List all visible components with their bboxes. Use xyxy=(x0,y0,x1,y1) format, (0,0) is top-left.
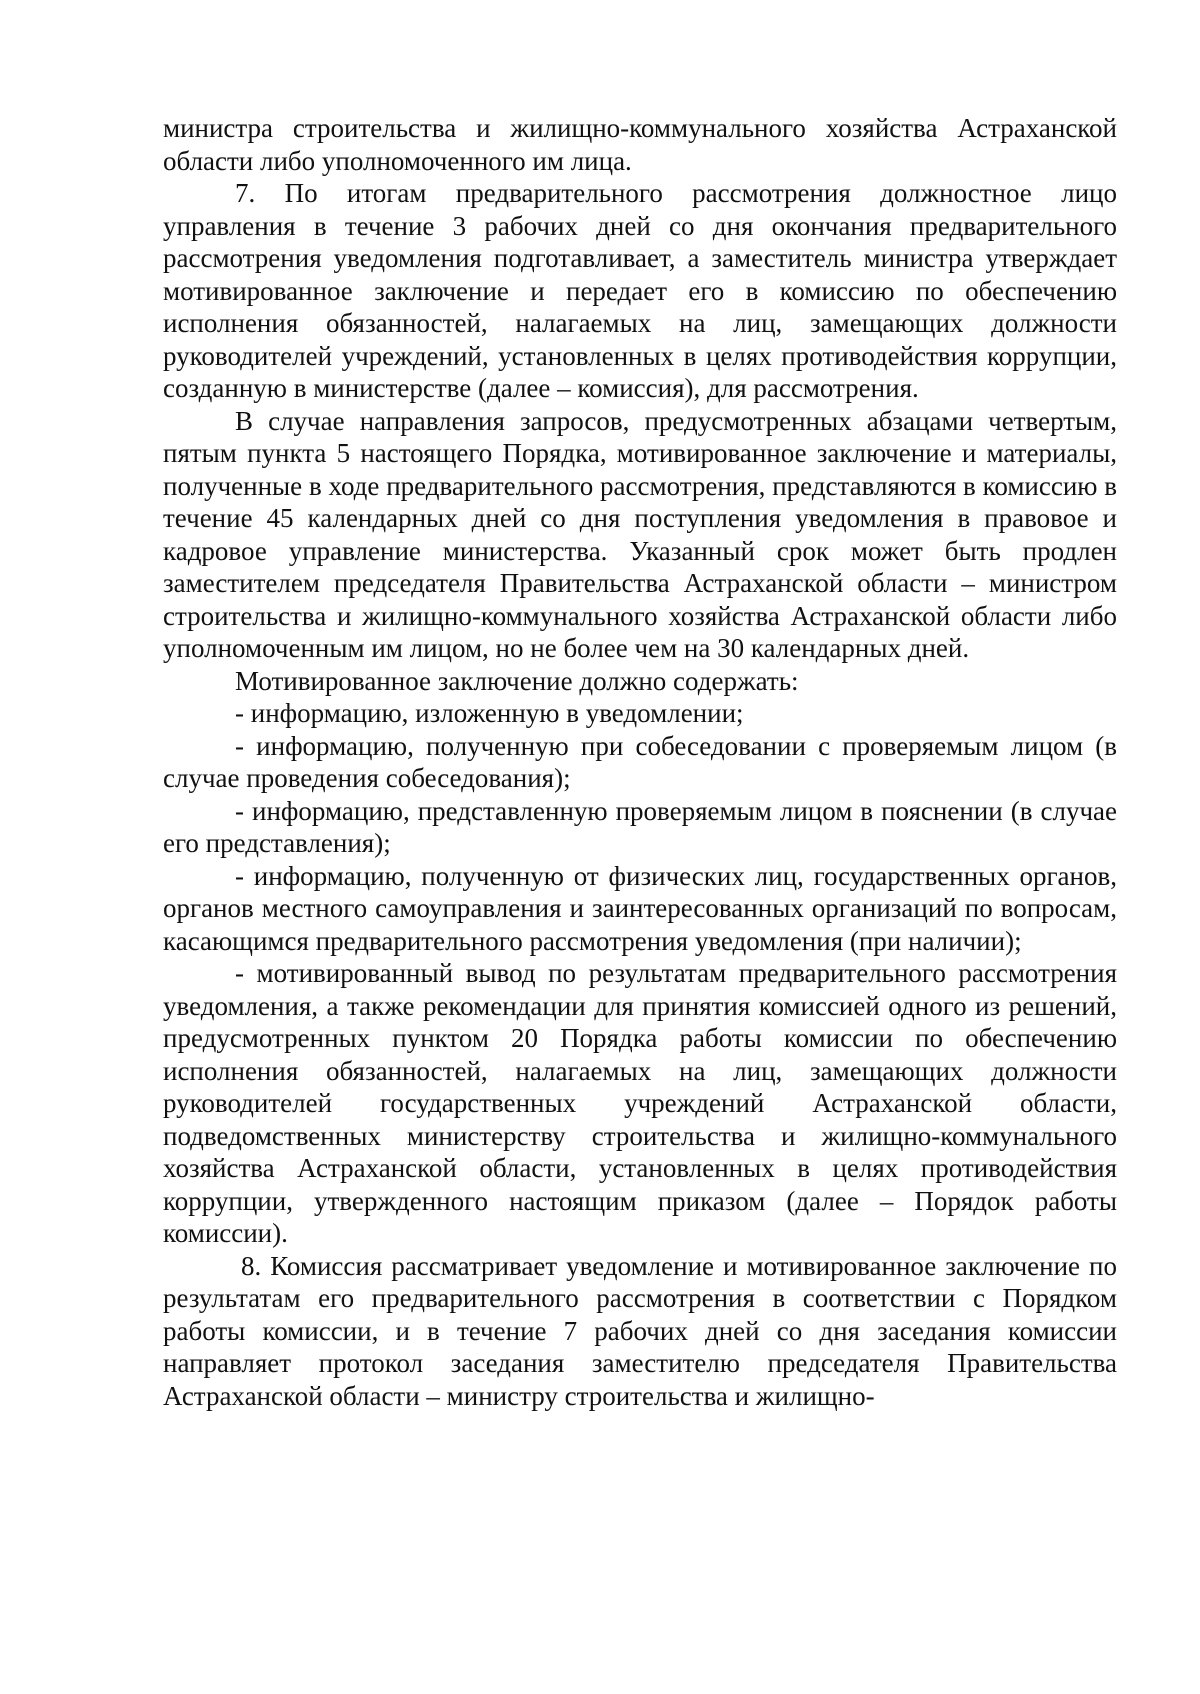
list-item-motivated-conclusion: - мотивированный вывод по результатам предварительного рассмотрения уведомления, а также рекомендации для принятия комиссией одного из решений, предусмотренных пунктом 20 Порядка работы комиссии по обеспечению исполнения обязанностей, налагаемых на лиц, замещающих должности руководителей государственных учреждений Астраханской области, подведомственных министерству строительства и жилищно-коммунального хозяйства Астраханской области, установленных в целях противодействия коррупции, утвержденного настоящим приказом (далее – Порядок работы комиссии). xyxy=(163,958,1117,1248)
paragraph-conclusion-contents: Мотивированное заключение должно содержать: xyxy=(235,665,799,696)
document-body xyxy=(163,112,1117,1412)
list-item-info-explanation: - информацию, представленную проверяемым лицом в пояснении (в случае его представления); xyxy=(163,795,1117,858)
paragraph-item-7: 7. По итогам предварительного рассмотрения должностное лицо управления в течение 3 рабочих дней со дня окончания предварительного рассмотрения уведомления подготавливает, а заместитель министра утверждает мотивированное заключение и передает его в комиссию по обеспечению исполнения обязанностей, налагаемых на лиц, замещающих должности руководителей учреждений, установленных в целях противодействия коррупции, созданную в министерстве (далее – комиссия), для рассмотрения. xyxy=(163,178,1117,403)
list-item-info-organizations: - информацию, полученную от физических лиц, государственных органов, органов местного самоуправления и заинтересованных организаций по вопросам, касающимся предварительного рассмотрения уведомления (при наличии); xyxy=(163,860,1117,956)
list-item-info-notice: - информацию, изложенную в уведомлении; xyxy=(235,698,744,728)
paragraph-continuation: министра строительства и жилищно-коммунального хозяйства Астраханской области либо уполномоченного им лица. xyxy=(163,113,1117,176)
list-item-info-interview: - информацию, полученную при собеседовании с проверяемым лицом (в случае проведения собеседования); xyxy=(163,730,1117,793)
paragraph-requests: В случае направления запросов, предусмотренных абзацами четвертым, пятым пункта 5 настоящего Порядка, мотивированное заключение и материалы, полученные в ходе предварительного рассмотрения, представляются в комиссию в течение 45 календарных дней со дня поступления уведомления в правовое и кадровое управление министерства. Указанный срок может быть продлен заместителем председателя Правительства Астраханской области – министром строительства и жилищно-коммунального хозяйства Астраханской области либо уполномоченным им лицом, но не более чем на 30 календарных дней. xyxy=(163,405,1117,663)
paragraph-item-8: 8. Комиссия рассматривает уведомление и мотивированное заключение по результатам его предварительного рассмотрения в соответствии с Порядком работы комиссии, и в течение 7 рабочих дней со дня заседания комиссии направляет протокол заседания заместителю председателя Правительства Астраханской области – министру строительства и жилищно- xyxy=(163,1250,1117,1411)
